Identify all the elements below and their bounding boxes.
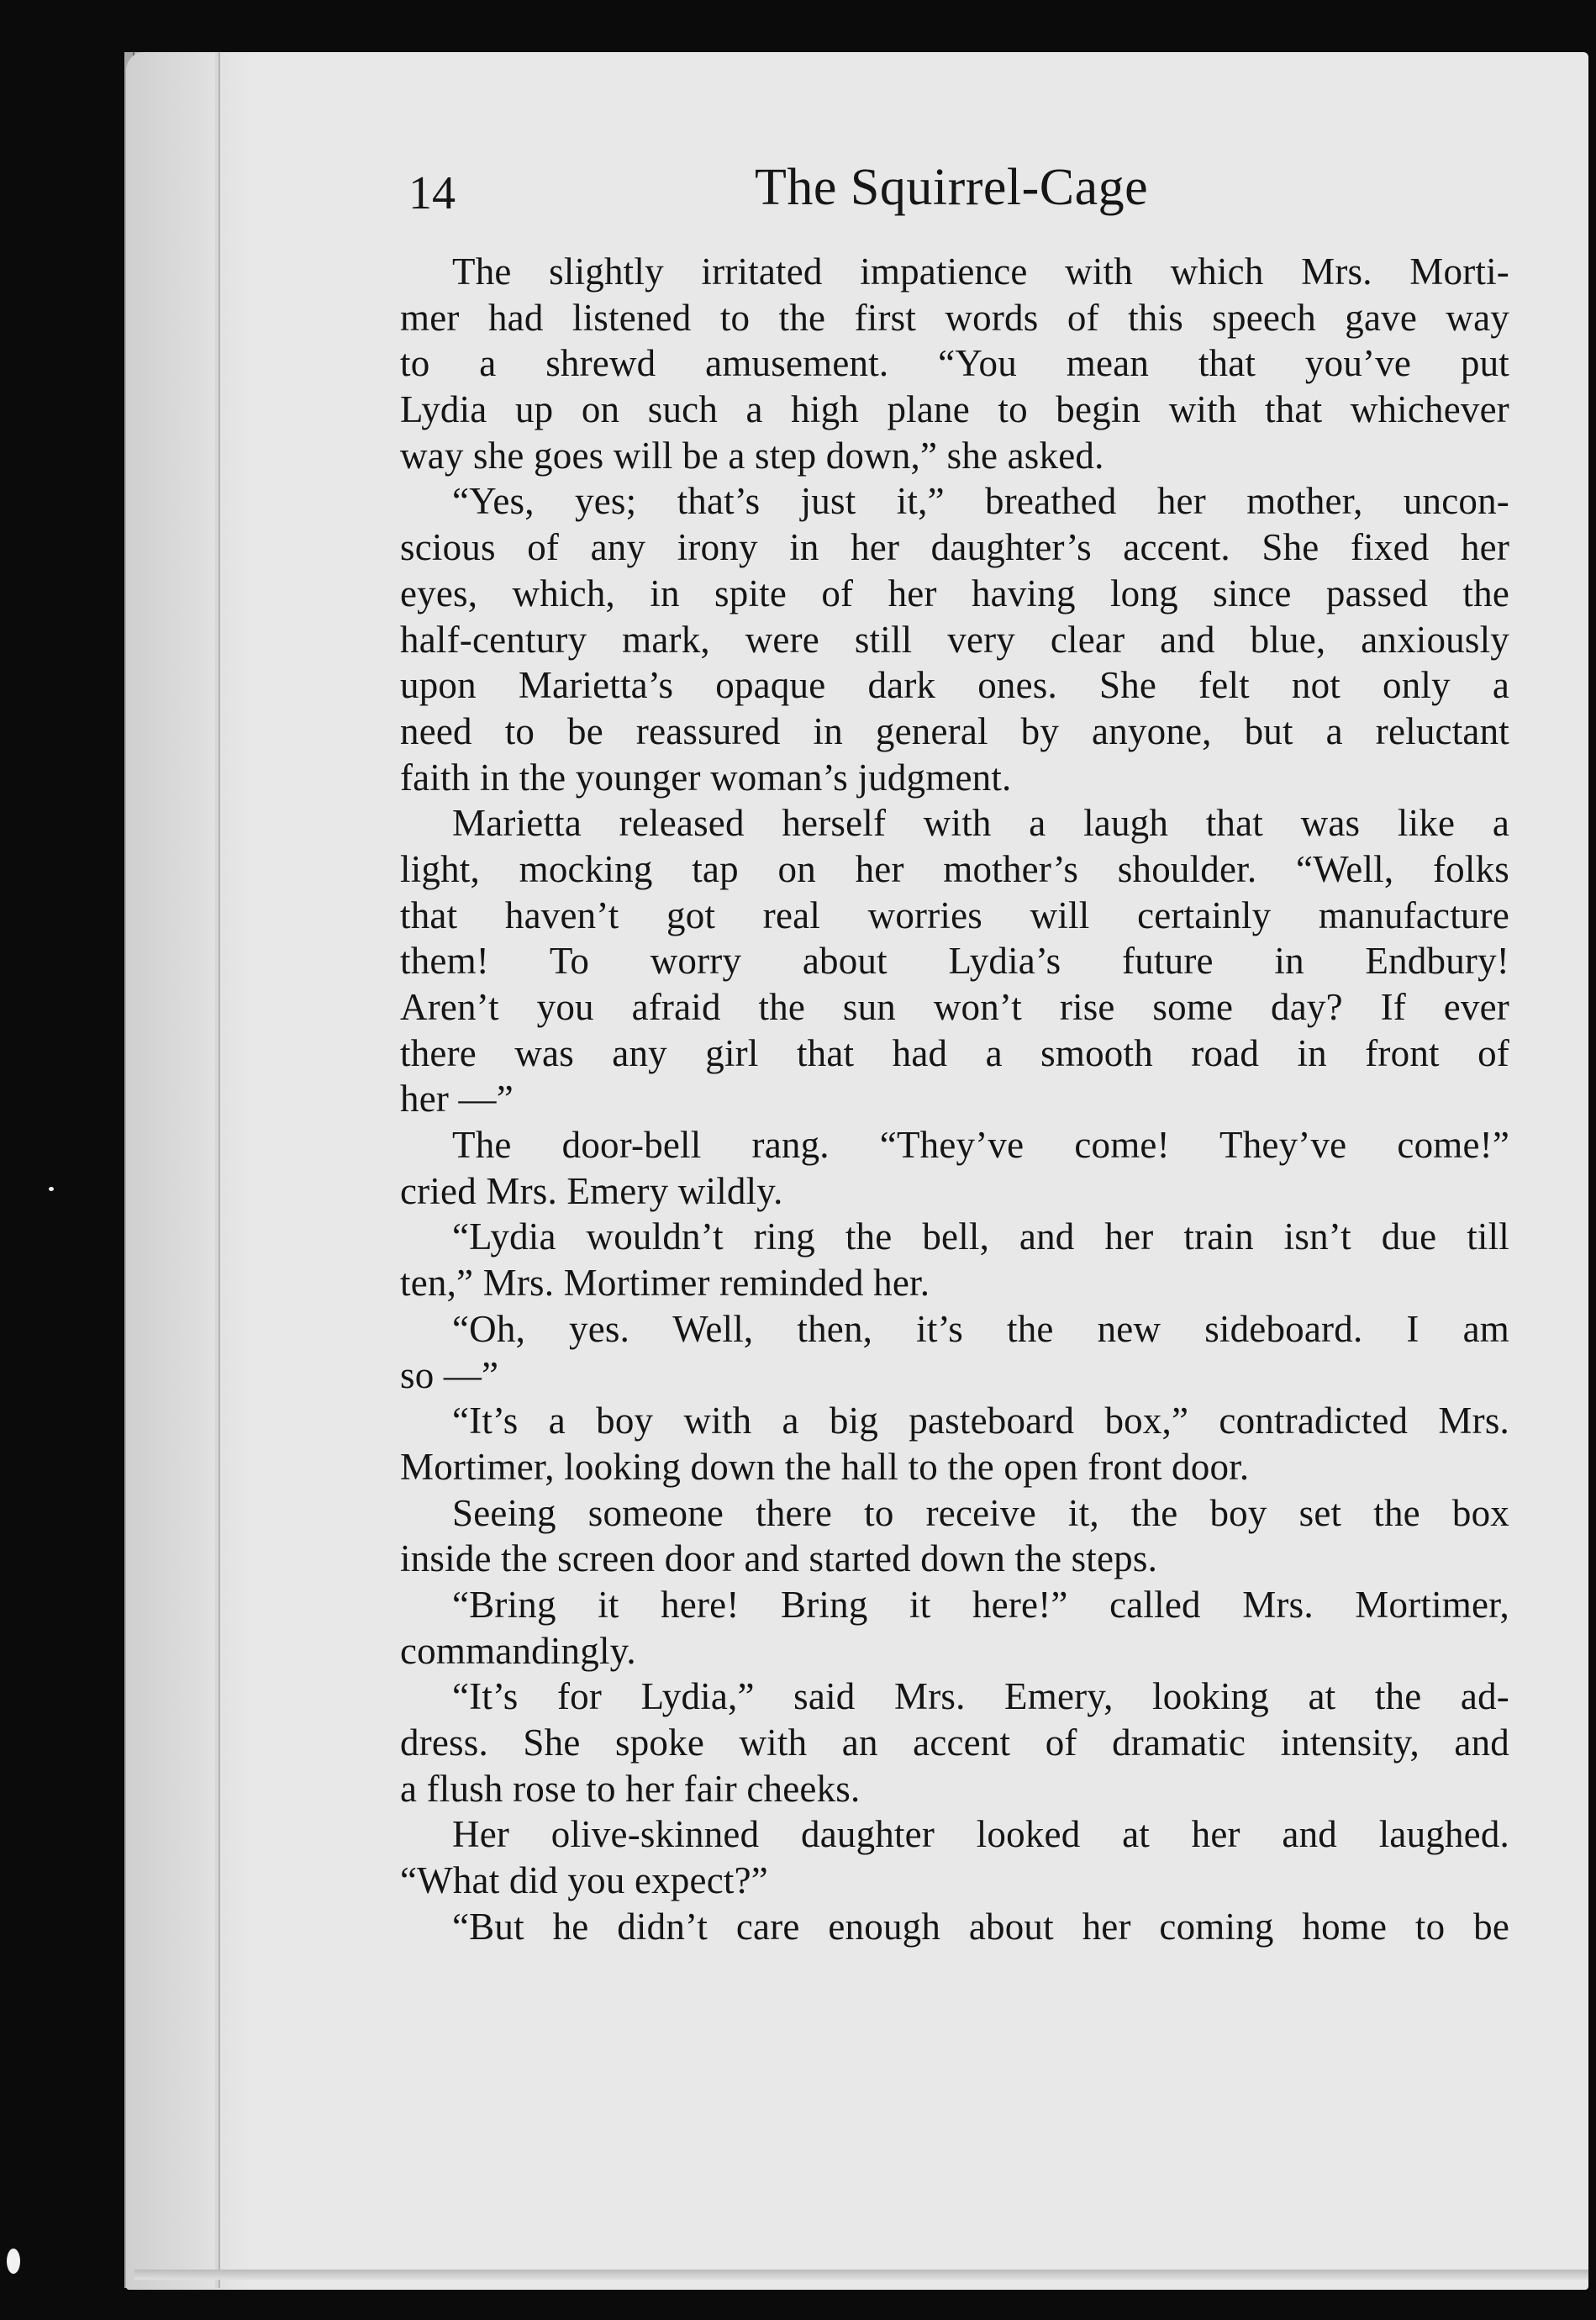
text-line: inside the screen door and started down the steps.	[400, 1537, 1158, 1580]
text-line: need to be reassured in general by anyone, but a reluctant	[400, 709, 1509, 752]
text-line: “Yes, yes; that’s just it,” breathed her mother, uncon-	[452, 480, 1509, 523]
text-line: “But he didn’t care enough about her coming home to be	[452, 1905, 1509, 1948]
text-line: “Oh, yes. Well, then, it’s the new sideboard. I am	[452, 1307, 1509, 1350]
page-number: 14	[408, 167, 456, 219]
text-line: to a shrewd amusement. “You mean that you’ve put	[400, 342, 1509, 385]
scan-speck	[49, 1187, 54, 1191]
text-line: Lydia up on such a high plane to begin with that whichever	[400, 388, 1509, 431]
text-line: “It’s a boy with a big pasteboard box,” contradicted Mrs.	[452, 1400, 1509, 1442]
text-line: Seeing someone there to receive it, the boy set the box	[452, 1491, 1509, 1534]
text-line: dress. She spoke with an accent of dramatic intensity, and	[400, 1722, 1509, 1764]
body-text	[400, 249, 1509, 1949]
text-line: her —”	[400, 1078, 514, 1120]
text-line: that haven’t got real worries will certainly manufacture	[400, 894, 1509, 936]
text-line: Mortimer, looking down the hall to the open front door.	[400, 1445, 1250, 1488]
text-line: “What did you expect?”	[400, 1859, 768, 1902]
text-line: light, mocking tap on her mother’s shoulder. “Well, folks	[400, 847, 1509, 890]
text-line: commandingly.	[400, 1629, 636, 1672]
text-line: Aren’t you afraid the sun won’t rise some day? If ever	[400, 986, 1509, 1028]
text-line: eyes, which, in spite of her having long since passed the	[400, 572, 1509, 614]
text-line: so —”	[400, 1353, 499, 1396]
text-line: Marietta released herself with a laugh that was like a	[452, 802, 1509, 845]
page-bottom-edge	[134, 2270, 1588, 2280]
text-line: a flush rose to her fair cheeks.	[400, 1767, 861, 1810]
running-head	[397, 150, 1472, 225]
text-line: cried Mrs. Emery wildly.	[400, 1169, 783, 1212]
text-line: faith in the younger woman’s judgment.	[400, 756, 1012, 799]
text-line: them! To worry about Lydia’s future in Endbury!	[400, 940, 1509, 983]
scan-speck	[7, 2249, 20, 2274]
text-line: way she goes will be a step down,” she asked.	[400, 434, 1104, 477]
text-line: “Bring it here! Bring it here!” called Mrs. Mortimer,	[452, 1583, 1509, 1626]
running-title: The Squirrel-Cage	[755, 159, 1149, 216]
text-line: “Lydia wouldn’t ring the bell, and her train isn’t due till	[452, 1215, 1509, 1258]
text-line: scious of any irony in her daughter’s accent. She fixed her	[400, 526, 1509, 569]
text-line: half-century mark, were still very clear and blue, anxiously	[400, 618, 1509, 661]
text-line: The slightly irritated impatience with which Mrs. Morti-	[452, 250, 1509, 293]
text-line: Her olive-skinned daughter looked at her and laughed.	[452, 1813, 1509, 1856]
text-line: The door-bell rang. “They’ve come! They’ve come!”	[452, 1124, 1509, 1167]
text-line: mer had listened to the first words of this speech gave way	[400, 296, 1509, 339]
text-line: ten,” Mrs. Mortimer reminded her.	[400, 1262, 930, 1305]
text-line: upon Marietta’s opaque dark ones. She felt not only a	[400, 664, 1509, 707]
page-gutter-line	[215, 52, 220, 2288]
text-line: there was any girl that had a smooth road in front of	[400, 1031, 1509, 1074]
text-line: “It’s for Lydia,” said Mrs. Emery, looking at the ad-	[452, 1675, 1509, 1718]
